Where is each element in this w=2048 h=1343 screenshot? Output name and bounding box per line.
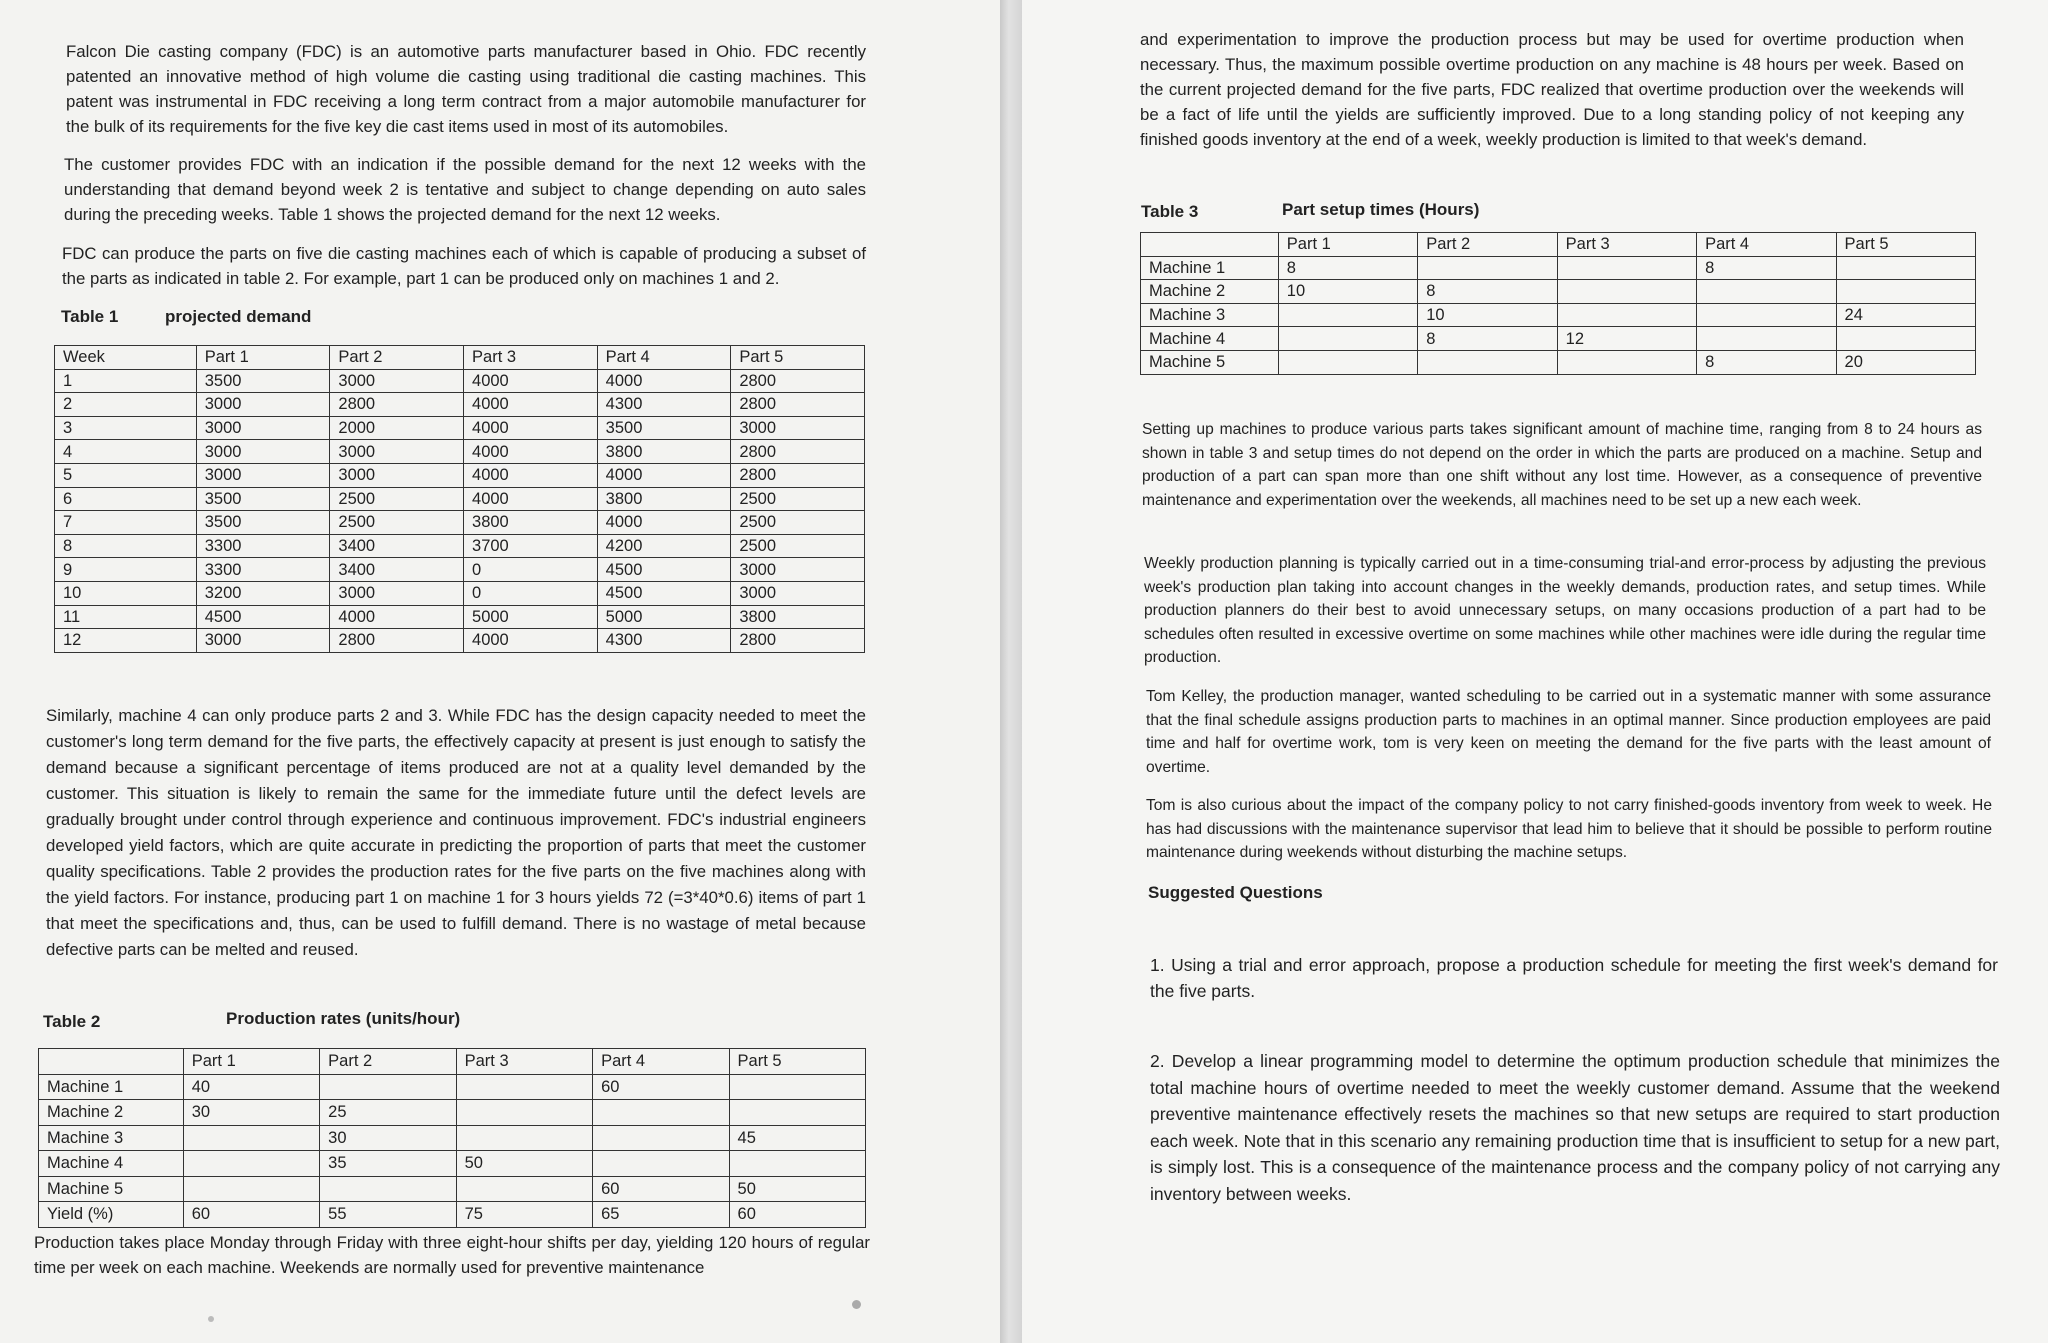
table-header-cell: Part 4	[597, 346, 731, 370]
table-cell: 4	[55, 440, 197, 464]
planning-paragraph: Weekly production planning is typically carried out in a time-consuming trial-and error-process by adjusting the previous week's production plan taking into account changes in the weekly demands, production rates, and setup times. While production planners do their best to avoid unnecessary setups, on many occasions production of a part had to be schedules often resulted in excessive overtime on some machines while other machines were idle during the regular time production.	[1144, 555, 1986, 666]
table-cell: Machine 4	[1141, 327, 1279, 351]
table-header-cell: Part 1	[196, 346, 330, 370]
table-cell: 10	[1418, 303, 1557, 327]
table-row	[55, 440, 865, 464]
table-cell	[456, 1100, 592, 1126]
table-header-cell: Part 3	[1557, 233, 1696, 257]
table-cell: 3500	[597, 416, 731, 440]
table-header-cell: Part 3	[456, 1049, 592, 1075]
table-cell: 10	[55, 581, 197, 605]
table-cell: 2800	[731, 629, 865, 653]
page-mark-dot	[208, 1316, 214, 1322]
table-cell: 35	[320, 1151, 456, 1177]
table-cell	[729, 1151, 865, 1177]
table-row	[1141, 327, 1976, 351]
table-cell: 0	[464, 558, 598, 582]
table-cell	[1836, 327, 1975, 351]
table-header-row	[1141, 233, 1976, 257]
table-cell: 5000	[464, 605, 598, 629]
table-row	[55, 558, 865, 582]
table-cell: 3700	[464, 534, 598, 558]
table3-title: Part setup times (Hours)	[1282, 200, 1480, 219]
table-cell: 8	[55, 534, 197, 558]
table-cell: 3	[55, 416, 197, 440]
table-cell: 3500	[196, 487, 330, 511]
table-cell: 5	[55, 463, 197, 487]
table-header-cell: Part 1	[1278, 233, 1417, 257]
table-cell	[1557, 350, 1696, 374]
table-header-row	[39, 1049, 866, 1075]
table-cell: 65	[593, 1202, 729, 1228]
table-cell: 60	[183, 1202, 319, 1228]
table-header-cell: Part 5	[729, 1049, 865, 1075]
table-header-cell: Part 5	[731, 346, 865, 370]
table-cell: 6	[55, 487, 197, 511]
table-header-cell: Part 4	[1697, 233, 1836, 257]
table-header-cell	[39, 1049, 184, 1075]
production-rates-table	[38, 1048, 866, 1228]
table-cell: 4000	[597, 463, 731, 487]
table-cell: 4300	[597, 629, 731, 653]
table-cell: 3800	[597, 487, 731, 511]
setup-paragraph: Setting up machines to produce various parts takes significant amount of machine time, ranging from 8 to 24 hours as shown in table 3 and setup times do not depend on the order in which the parts are produced on a machine. Setup and production of a part can span more than one shift without any lost time. However, as a consequence of preventive maintenance and experimentation over the weekends, all machines need to be set up a new each week.	[1142, 421, 1982, 509]
table-cell: 30	[320, 1125, 456, 1151]
table-row	[55, 487, 865, 511]
table-cell: 4000	[464, 440, 598, 464]
table-row	[1141, 280, 1976, 304]
table-header-cell: Part 1	[183, 1049, 319, 1075]
table-cell: 8	[1418, 327, 1557, 351]
table-cell: Machine 3	[1141, 303, 1279, 327]
table-cell	[183, 1176, 319, 1202]
table-cell: 3500	[196, 511, 330, 535]
table-row	[55, 463, 865, 487]
table-cell: 8	[1418, 280, 1557, 304]
table-cell: Machine 2	[39, 1100, 184, 1126]
table-cell: 3000	[196, 440, 330, 464]
table-header-cell: Part 5	[1836, 233, 1975, 257]
table-cell	[456, 1074, 592, 1100]
table-cell: 0	[464, 581, 598, 605]
table-cell: 4000	[464, 369, 598, 393]
table-cell: 3500	[196, 369, 330, 393]
table-cell	[1278, 303, 1417, 327]
table-cell	[729, 1100, 865, 1126]
table-row	[55, 605, 865, 629]
table-cell: Machine 4	[39, 1151, 184, 1177]
demand-table	[54, 345, 865, 653]
table-cell: 75	[456, 1202, 592, 1228]
left-page	[0, 0, 1000, 1343]
table1-label: Table 1	[61, 307, 119, 326]
table-cell	[1697, 280, 1836, 304]
table-cell: 2800	[330, 629, 464, 653]
table-cell: 4300	[597, 393, 731, 417]
table-cell	[183, 1151, 319, 1177]
table-cell: 5000	[597, 605, 731, 629]
suggested-questions-heading: Suggested Questions	[1148, 883, 1323, 902]
table-cell: 3400	[330, 534, 464, 558]
table-cell: 2800	[731, 393, 865, 417]
table-cell: 4500	[196, 605, 330, 629]
table-cell: 3200	[196, 581, 330, 605]
table-cell: 10	[1278, 280, 1417, 304]
setup-times-table	[1140, 232, 1976, 375]
table-cell: 4000	[464, 487, 598, 511]
table-cell: Machine 2	[1141, 280, 1279, 304]
table-cell: 4200	[597, 534, 731, 558]
table-cell: 2800	[731, 369, 865, 393]
table-cell: Yield (%)	[39, 1202, 184, 1228]
table-cell	[593, 1125, 729, 1151]
table-cell	[593, 1100, 729, 1126]
table-row	[39, 1100, 866, 1126]
table-cell	[729, 1074, 865, 1100]
table-header-row	[55, 346, 865, 370]
right-page	[1022, 0, 2048, 1343]
table-cell: 3000	[196, 416, 330, 440]
table-cell: 3000	[330, 463, 464, 487]
table-cell: Machine 5	[39, 1176, 184, 1202]
table2-label: Table 2	[43, 1012, 101, 1031]
table-row	[39, 1125, 866, 1151]
table-row	[55, 581, 865, 605]
table-header-cell: Week	[55, 346, 197, 370]
table-cell: 8	[1278, 256, 1417, 280]
table-cell: 4000	[597, 511, 731, 535]
table-cell: Machine 1	[1141, 256, 1279, 280]
table-cell: 30	[183, 1100, 319, 1126]
table-row	[55, 534, 865, 558]
table-cell: 2500	[731, 487, 865, 511]
table-cell: 2800	[731, 440, 865, 464]
table-cell	[1697, 303, 1836, 327]
table-cell: 2000	[330, 416, 464, 440]
table-cell	[1557, 303, 1696, 327]
table-cell: 9	[55, 558, 197, 582]
table-cell: Machine 3	[39, 1125, 184, 1151]
table-cell	[1697, 327, 1836, 351]
table-cell: Machine 1	[39, 1074, 184, 1100]
table-cell: 50	[456, 1151, 592, 1177]
table1-title: projected demand	[165, 307, 312, 326]
table-cell: 4000	[597, 369, 731, 393]
table-row	[1141, 303, 1976, 327]
table-cell: 1	[55, 369, 197, 393]
table-row	[55, 369, 865, 393]
table-cell: 12	[1557, 327, 1696, 351]
table-cell: 3400	[330, 558, 464, 582]
table-cell: 2500	[330, 487, 464, 511]
table-cell: 2500	[731, 511, 865, 535]
table-cell	[456, 1176, 592, 1202]
table-row	[1141, 256, 1976, 280]
intro-paragraph: Falcon Die casting company (FDC) is an automotive parts manufacturer based in Ohio. FDC recently patented an innovative method of high volume die casting using traditional die casting machines. This patent was instrumental in FDC receiving a long term contract from a major automobile manufacturer for the bulk of its requirements for the five key die cast items used in most of its automobiles.	[66, 42, 866, 136]
table-row	[39, 1074, 866, 1100]
machines-paragraph: FDC can produce the parts on five die casting machines each of which is capable of producing a subset of the parts as indicated in table 2. For example, part 1 can be produced only on machines 1 and 2.	[62, 244, 866, 288]
table-cell	[1278, 350, 1417, 374]
table-cell: 3000	[731, 581, 865, 605]
table-cell	[593, 1151, 729, 1177]
table-row	[55, 511, 865, 535]
table-cell: 4000	[464, 393, 598, 417]
table-header-cell: Part 4	[593, 1049, 729, 1075]
table-cell: 3300	[196, 558, 330, 582]
table-cell: 20	[1836, 350, 1975, 374]
table-cell: 4000	[330, 605, 464, 629]
table-cell: 8	[1697, 256, 1836, 280]
page-mark-dot	[852, 1300, 861, 1309]
table-cell: Machine 5	[1141, 350, 1279, 374]
table-cell: 2500	[330, 511, 464, 535]
table-header-cell: Part 2	[330, 346, 464, 370]
table-row	[55, 393, 865, 417]
table-cell	[1418, 350, 1557, 374]
overtime-paragraph: and experimentation to improve the production process but may be used for overtime production when necessary. Thus, the maximum possible overtime production on any machine is 48 hours per week. Based on the current projected demand for the five parts, FDC realized that overtime production over the weekends will be a fact of life until the yields are sufficiently improved. Due to a long standing policy of not keeping any finished goods inventory at the end of a week, weekly production is limited to that week's demand.	[1140, 30, 1964, 149]
table-header-cell: Part 2	[320, 1049, 456, 1075]
table-cell: 4500	[597, 581, 731, 605]
table-cell: 3800	[731, 605, 865, 629]
question-1: 1. Using a trial and error approach, propose a production schedule for meeting the first week's demand for the five parts.	[1150, 955, 1998, 1001]
table-cell	[320, 1176, 456, 1202]
table3-label: Table 3	[1141, 202, 1199, 221]
table-cell: 60	[593, 1074, 729, 1100]
table-cell: 7	[55, 511, 197, 535]
table-cell: 40	[183, 1074, 319, 1100]
table-cell: 3000	[196, 463, 330, 487]
table-cell: 4000	[464, 463, 598, 487]
table-cell: 25	[320, 1100, 456, 1126]
table-cell: 50	[729, 1176, 865, 1202]
table-cell	[1557, 280, 1696, 304]
table-cell: 11	[55, 605, 197, 629]
table-cell: 24	[1836, 303, 1975, 327]
table-cell	[1836, 256, 1975, 280]
table-cell: 12	[55, 629, 197, 653]
table-cell	[1278, 327, 1417, 351]
table-cell: 45	[729, 1125, 865, 1151]
table-cell: 4500	[597, 558, 731, 582]
demand-paragraph: The customer provides FDC with an indication if the possible demand for the next 12 weeks with the understanding that demand beyond week 2 is tentative and subject to change depending on auto sales during the preceding weeks. Table 1 shows the projected demand for the next 12 weeks.	[64, 155, 866, 224]
table-cell	[1836, 280, 1975, 304]
table-row	[1141, 350, 1976, 374]
yield-paragraph: Similarly, machine 4 can only produce parts 2 and 3. While FDC has the design capacity needed to meet the customer's long term demand for the five parts, the effectively capacity at present is just enough to satisfy the demand because a significant percentage of items produced are not at a quality level demanded by the customer. This situation is likely to remain the same for the immediate future until the defect levels are gradually brought under control through experience and continuous improvement. FDC's industrial engineers developed yield factors, which are quite accurate in predicting the proportion of parts that meet the customer quality specifications. Table 2 provides the production rates for the five parts on the five machines along with the yield factors. For instance, producing part 1 on machine 1 for 3 hours yields 72 (=3*40*0.6) items of part 1 that meet the specifications and, thus, can be used to fulfill demand. There is no wastage of metal because defective parts can be melted and reused.	[46, 706, 866, 959]
table-cell: 60	[593, 1176, 729, 1202]
table-cell	[183, 1125, 319, 1151]
table-cell: 4000	[464, 416, 598, 440]
table-cell: 8	[1697, 350, 1836, 374]
table-cell: 3000	[731, 416, 865, 440]
table-row	[55, 629, 865, 653]
table-cell: 55	[320, 1202, 456, 1228]
table-cell	[1557, 256, 1696, 280]
table-cell: 2800	[731, 463, 865, 487]
table-cell: 3000	[330, 369, 464, 393]
table-header-cell: Part 2	[1418, 233, 1557, 257]
table-cell: 2	[55, 393, 197, 417]
table-cell: 2500	[731, 534, 865, 558]
table-header-cell	[1141, 233, 1279, 257]
question-2: 2. Develop a linear programming model to determine the optimum production schedule that minimizes the total machine hours of overtime needed to meet the weekly customer demand. Assume that the weekend preventive maintenance effectively resets the machines so that new setups are required to start production each week. Note that in this scenario any remaining production time that is insufficient to setup for a new part, is simply lost. This is a consequence of the maintenance process and the company policy of not carrying any inventory between weeks.	[1150, 1051, 2000, 1204]
table-cell: 3000	[196, 629, 330, 653]
manager-paragraph: Tom Kelley, the production manager, wanted scheduling to be carried out in a systematic manner with some assurance that the final schedule assigns production parts to machines in an optimal manner. Since production employees are paid time and half for overtime work, tom is very keen on meeting the demand for the five parts with the least amount of overtime.	[1146, 688, 1991, 776]
table-row	[55, 416, 865, 440]
table-row	[39, 1151, 866, 1177]
table-cell: 3800	[597, 440, 731, 464]
table-cell: 4000	[464, 629, 598, 653]
production-time-paragraph: Production takes place Monday through Friday with three eight-hour shifts per day, yielding 120 hours of regular time per week on each machine. Weekends are normally used for preventive maintenance	[34, 1233, 870, 1277]
table-header-cell: Part 3	[464, 346, 598, 370]
page-gutter	[1000, 0, 1022, 1343]
inventory-paragraph: Tom is also curious about the impact of the company policy to not carry finished-goods inventory from week to week. He has had discussions with the maintenance supervisor that lead him to believe that it should be possible to perform routine maintenance during weekends without disturbing the machine setups.	[1146, 797, 1992, 861]
table-cell: 2800	[330, 393, 464, 417]
table-cell: 3300	[196, 534, 330, 558]
table-cell: 3800	[464, 511, 598, 535]
table2-title: Production rates (units/hour)	[226, 1009, 461, 1028]
table-cell	[1418, 256, 1557, 280]
table-cell: 3000	[330, 440, 464, 464]
table-row	[39, 1176, 866, 1202]
table-cell	[320, 1074, 456, 1100]
table-cell: 3000	[196, 393, 330, 417]
table-cell: 3000	[731, 558, 865, 582]
table-cell: 3000	[330, 581, 464, 605]
table-row	[39, 1202, 866, 1228]
table-cell: 60	[729, 1202, 865, 1228]
table-cell	[456, 1125, 592, 1151]
